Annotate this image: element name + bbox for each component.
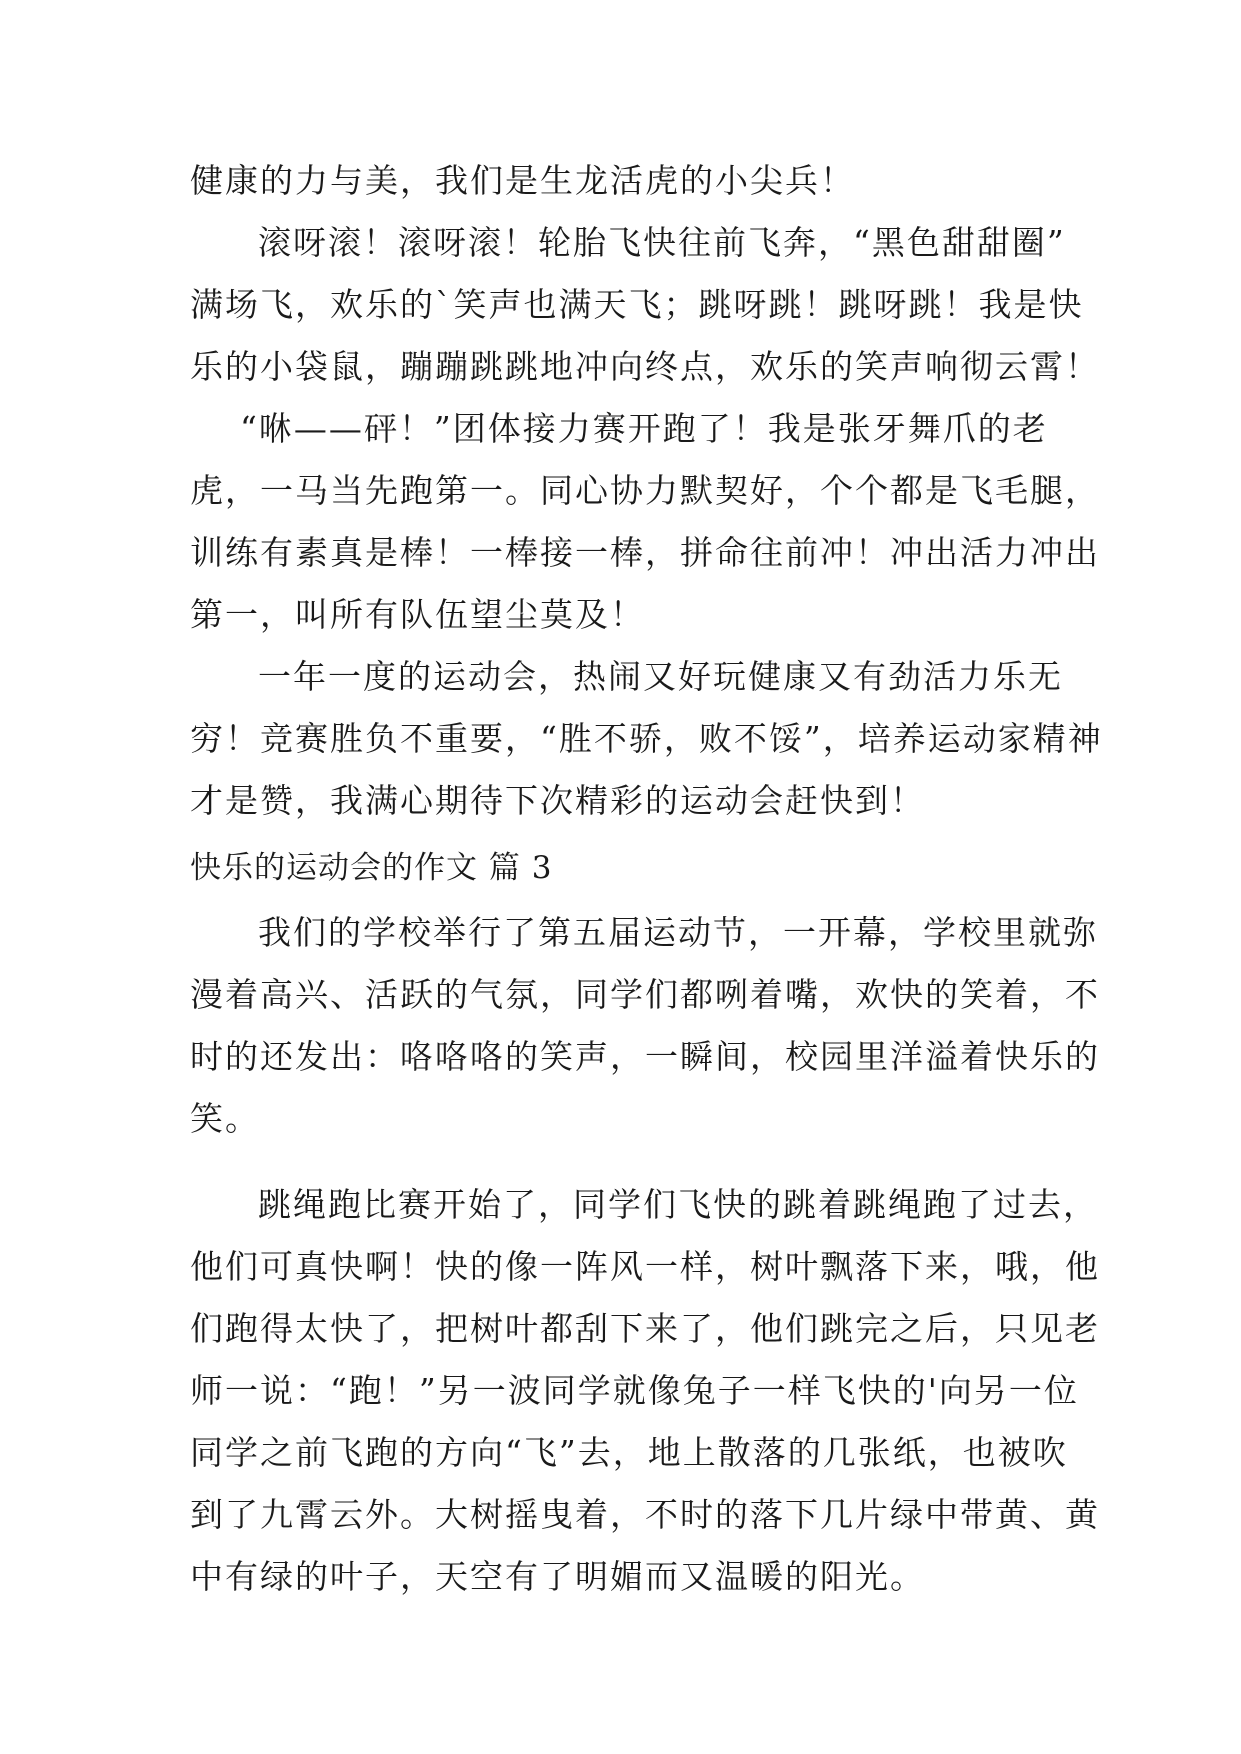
- paragraph-line: “咻——砰！”团体接力赛开跑了！我是张牙舞爪的老: [240, 409, 1048, 448]
- paragraph-line: 满场飞，欢乐的`笑声也满天飞；跳呀跳！跳呀跳！我是快: [190, 285, 1084, 324]
- article-continuation: [190, 150, 1103, 832]
- paragraph-line: 他们可真快啊！快的像一阵风一样，树叶飘落下来，哦，他: [190, 1247, 1100, 1286]
- paragraph-line: 们跑得太快了，把树叶都刮下来了，他们跳完之后，只见老: [190, 1309, 1100, 1348]
- paragraph-line: 乐的小袋鼠，蹦蹦跳跳地冲向终点，欢乐的笑声响彻云霄！: [190, 347, 1100, 386]
- paragraph-line: 训练有素真是棒！一棒接一棒，拼命往前冲！冲出活力冲出: [190, 533, 1100, 572]
- paragraph-line: 同学之前飞跑的方向“飞”去，地上散落的几张纸，也被吹: [190, 1433, 1068, 1472]
- paragraph-line: 健康的力与美，我们是生龙活虎的小尖兵！: [190, 161, 855, 200]
- paragraph-line: 漫着高兴、活跃的气氛，同学们都咧着嘴，欢快的笑着，不: [190, 975, 1100, 1014]
- paragraph-line: 笑。: [190, 1099, 260, 1138]
- section-heading: 快乐的运动会的作文 篇 3: [190, 850, 553, 886]
- paragraph-line: 师一说：“跑！”另一波同学就像兔子一样飞快的'向另一位: [190, 1371, 1079, 1410]
- paragraph-line: 我们的学校举行了第五届运动节，一开幕，学校里就弥: [258, 913, 1098, 952]
- paragraph-line: 时的还发出：咯咯咯的笑声，一瞬间，校园里洋溢着快乐的: [190, 1037, 1100, 1076]
- article-body: [190, 902, 1100, 1608]
- paragraph-line: 跳绳跑比赛开始了，同学们飞快的跳着跳绳跑了过去，: [258, 1185, 1098, 1224]
- paragraph-line: 滚呀滚！滚呀滚！轮胎飞快往前飞奔，“黑色甜甜圈”: [258, 223, 1066, 262]
- paragraph-line: 中有绿的叶子，天空有了明媚而又温暖的阳光。: [190, 1557, 925, 1596]
- paragraph-line: 才是赞，我满心期待下次精彩的运动会赶快到！: [190, 781, 925, 820]
- paragraph-line: 一年一度的运动会，热闹又好玩健康又有劲活力乐无: [258, 657, 1063, 696]
- paragraph-line: 穷！竞赛胜负不重要，“胜不骄，败不馁”，培养运动家精神: [190, 719, 1103, 758]
- paragraph-line: 到了九霄云外。大树摇曳着，不时的落下几片绿中带黄、黄: [190, 1495, 1100, 1534]
- paragraph-line: 虎，一马当先跑第一。同心协力默契好，个个都是飞毛腿，: [190, 471, 1100, 510]
- paragraph-gap: [190, 1150, 1060, 1174]
- paragraph-line: 第一，叫所有队伍望尘莫及！: [190, 595, 645, 634]
